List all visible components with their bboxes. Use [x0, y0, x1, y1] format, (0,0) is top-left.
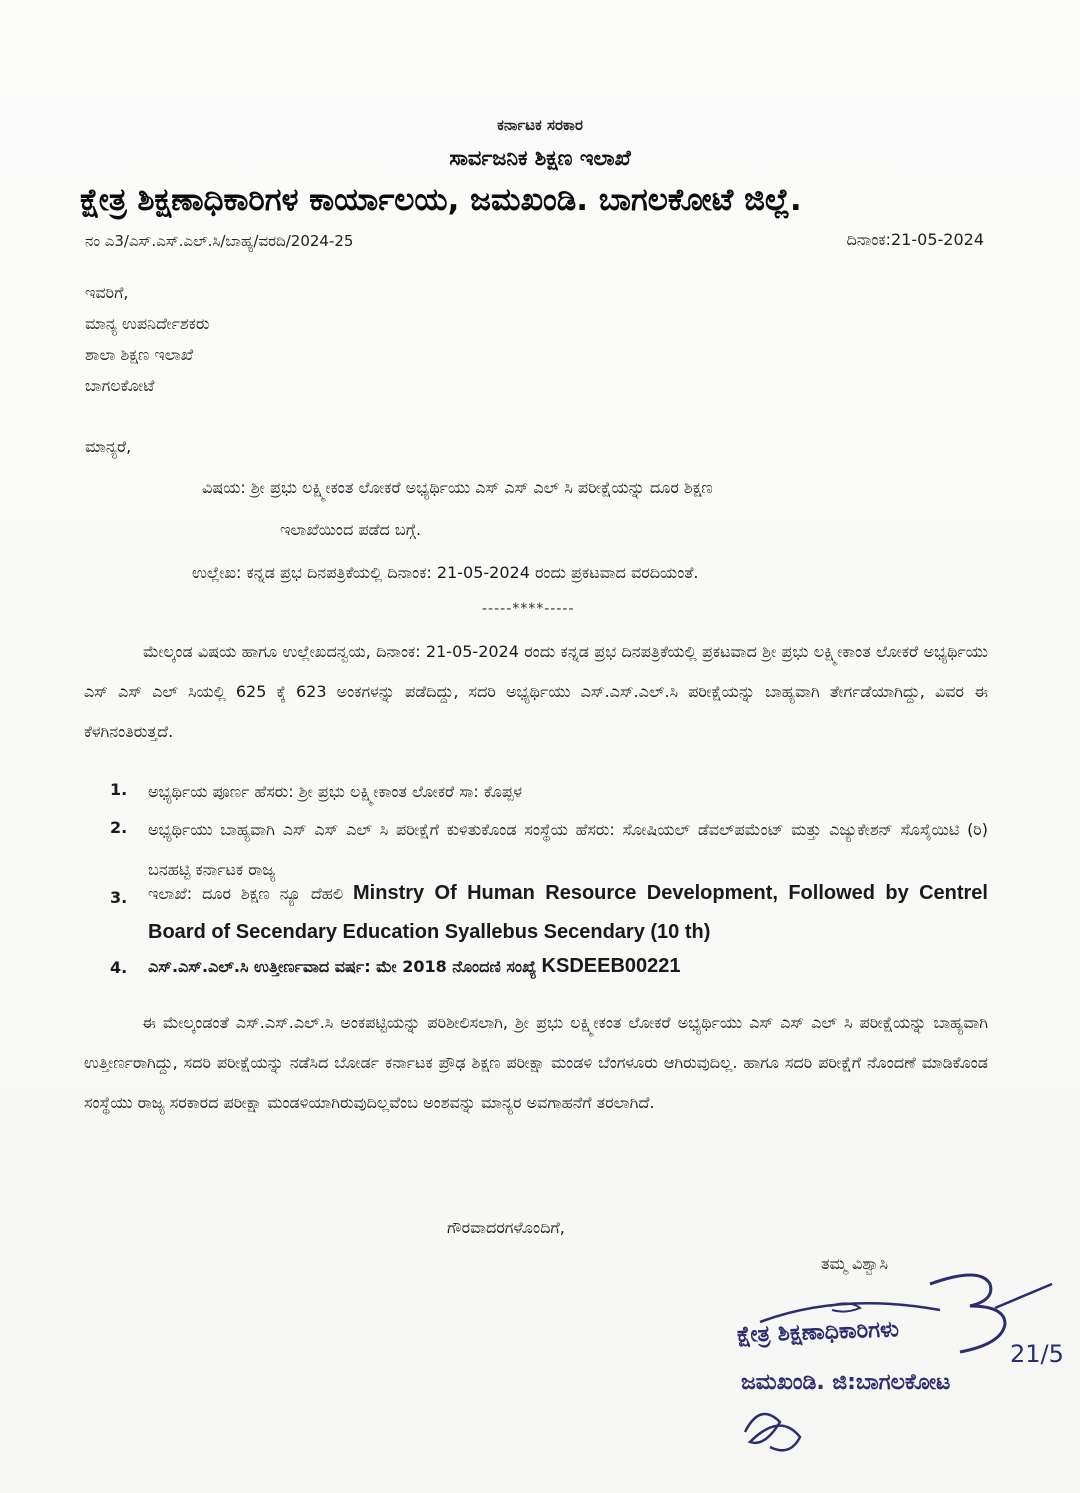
letter-date: ದಿನಾಂಕ:21-05-2024	[846, 230, 984, 249]
list-item-text: ಅಭ್ಯರ್ಥಿಯು ಬಾಹ್ಯವಾಗಿ ಎಸ್ ಎಸ್ ಎಲ್ ಸಿ ಪರೀಕ್ಷೆಗೆ ಕುಳಿತುಕೊಂಡ ಸಂಸ್ಥೆಯ ಹೆಸರು: ಸೋಷಿಯಲ್ ಡೆವಲ್‌ಪಮೆಂಟ್ ಮತ್ತು ಎಜ್ಯುಕೇಶನ್ ಸೊಸೈಯಿಟಿ (ರಿ) ಬನಹಟ್ಟಿ ಕರ್ನಾಟಕ ರಾಜ್ಯ	[148, 820, 988, 879]
letter-page: ಕರ್ನಾಟಕ ಸರಕಾರ ಸಾರ್ವಜನಿಕ ಶಿಕ್ಷಣ ಇಲಾಖೆ ಕ್ಷೇತ್ರ ಶಿಕ್ಷಣಾಧಿಕಾರಿಗಳ ಕಾರ್ಯಾಲಯ, ಜಮಖಂಡಿ. ಬಾಗಲಕೋಟೆ ಜಿಲ್ಲೆ. ನಂ ಎ3/ಎಸ್.ಎಸ್.ಎಲ್.ಸಿ/ಬಾಹ್ಯ/ವರದಿ/2024-25 ದಿನಾಂಕ:21-05-2024 ಇವರಿಗೆ, ಮಾನ್ಯ ಉಪನಿರ್ದೇಶಕರು ಶಾಲಾ ಶಿಕ್ಷಣ ಇಲಾಖೆ ಬಾಗಲಕೋಟೆ ಮಾನ್ಯರೆ, ವಿಷಯ: ಶ್ರೀ ಪ್ರಭು ಲಕ್ಷ್ಮೀಕಂತ ಲೋಕರೆ ಅಭ್ಯರ್ಥಿಯು ಎಸ್ ಎಸ್ ಎಲ್ ಸಿ ಪರೀಕ್ಷೆಯನ್ನು ದೂರ ಶಿಕ್ಷಣ ಇಲಾಖೆಯಿಂದ ಪಡೆದ ಬಗ್ಗೆ. ಉಲ್ಲೇಖ: ಕನ್ನಡ ಪ್ರಭ ದಿನಪತ್ರಿಕೆಯಲ್ಲಿ ದಿನಾಂಕ: 21-05-2024 ರಂದು ಪ್ರಕಟವಾದ ವರದಿಯಂತೆ. -----****----- ಮೇಲ್ಕಂಡ ವಿಷಯ ಹಾಗೂ ಉಲ್ಲೇಖದನ್ವಯ, ದಿನಾಂಕ: 21-05-2024 ರಂದು ಕನ್ನಡ ಪ್ರಭ ದಿನಪತ್ರಿಕೆಯಲ್ಲಿ ಪ್ರಕಟವಾದ ಶ್ರೀ ಪ್ರಭು ಲಕ್ಷ್ಮೀಕಾಂತ ಲೋಕರೆ ಅಭ್ಯರ್ಥಿಯು ಎಸ್ ಎಸ್ ಎಲ್ ಸಿಯಲ್ಲಿ 625 ಕ್ಕೆ 623 ಅಂಕಗಳನ್ನು ಪಡೆದಿದ್ದು, ಸದರಿ ಅಭ್ಯರ್ಥಿಯು ಎಸ್.ಎಸ್.ಎಲ್.ಸಿ ಪರೀಕ್ಷೆಯನ್ನು ಬಾಹ್ಯವಾಗಿ ತೇರ್ಗಡೆಯಾಗಿದ್ದು, ವಿವರ ಈ ಕೆಳಗಿನಂತಿರುತ್ತದೆ. 1. ಅಭ್ಯರ್ಥಿಯ ಪೂರ್ಣ ಹೆಸರು: ಶ್ರೀ ಪ್ರಭು ಲಕ್ಷ್ಮೀಕಾಂತ ಲೋಕರೆ ಸಾ: ಕೊಪ್ಪಳ 2. ಅಭ್ಯರ್ಥಿಯು ಬಾಹ್ಯವಾಗಿ ಎಸ್ ಎಸ್ ಎಲ್ ಸಿ ಪರೀಕ್ಷೆಗೆ ಕುಳಿತುಕೊಂಡ ಸಂಸ್ಥೆಯ ಹೆಸರು: ಸೋಷಿಯಲ್ ಡೆವಲ್‌ಪಮೆಂಟ್ ಮತ್ತು ಎಜ್ಯುಕೇಶನ್ ಸೊಸೈಯಿಟಿ (ರಿ) ಬನಹಟ್ಟಿ ಕರ್ನಾಟಕ ರಾಜ್ಯ 3. ಇಲಾಖೆ: ದೂರ ಶಿಕ್ಷಣ ನ್ಯೂ ದೆಹಲಿ Minstry Of Human Resource Development, Followed by Centrel Board of Secendary Education Syallebus Secendary (10 th) 4. ಎಸ್.ಎಸ್.ಎಲ್.ಸಿ ಉತ್ತೀರ್ಣವಾದ ವರ್ಷ: ಮೇ 2018 ನೊಂದಣಿ ಸಂಖ್ಯೆ KSDEEB00221 ಈ ಮೇಲ್ಕಂಡಂತೆ ಎಸ್.ಎಸ್.ಎಲ್.ಸಿ ಅಂಕಪಟ್ಟಿಯನ್ನು ಪರಿಶೀಲಿಸಲಾಗಿ, ಶ್ರೀ ಪ್ರಭು ಲಕ್ಷ್ಮೀಕಂತ ಲೋಕರೆ ಅಭ್ಯರ್ಥಿಯು ಎಸ್ ಎಸ್ ಎಲ್ ಸಿ ಪರೀಕ್ಷೆಯನ್ನು ಬಾಹ್ಯವಾಗಿ ಉತ್ತೀರ್ಣರಾಗಿದ್ದು, ಸದರಿ ಪರೀಕ್ಷೆಯನ್ನು ನಡೆಸಿದ ಬೋರ್ಡ ಕರ್ನಾಟಕ ಪ್ರೌಢ ಶಿಕ್ಷಣ ಪರೀಕ್ಷಾ ಮಂಡಳಿ ಬೆಂಗಳೂರು ಆಗಿರುವುದಿಲ್ಲ. ಹಾಗೂ ಸದರಿ ಪರೀಕ್ಷೆಗೆ ನೊಂದಣೆ ಮಾಡಿಕೊಂಡ ಸಂಸ್ಥೆಯು ರಾಜ್ಯ ಸರಕಾರದ ಪರೀಕ್ಷಾ ಮಂಡಳಿಯಾಗಿರುವುದಿಲ್ಲವೆಂಬ ಅಂಶವನ್ನು ಮಾನ್ಯರ ಅವಗಾಹನೆಗೆ ತರಲಾಗಿದೆ. ಗೌರವಾದರಗಳೊಂದಿಗೆ, ತಮ್ಮ ವಿಶ್ವಾಸಿ 21/5 ಕ್ಷೇತ್ರ ಶಿಕ್ಷಣಾಧಿಕಾರಿಗಳು ಜಮಖಂಡಿ. ಜಿ:ಬಾಗಲಕೋಟ	[0, 0, 1080, 1493]
subject-line: ಇಲಾಖೆಯಿಂದ ಪಡೆದ ಬಗ್ಗೆ.	[280, 520, 422, 539]
yours-faithfully: ತಮ್ಮ ವಿಶ್ವಾಸಿ	[821, 1254, 889, 1273]
closing-line: ಗೌರವಾದರಗಳೊಂದಿಗೆ,	[447, 1218, 565, 1237]
addressee-line: ಶಾಲಾ ಶಿಕ್ಷಣ ಇಲಾಖೆ	[85, 345, 194, 364]
subject-line: ವಿಷಯ: ಶ್ರೀ ಪ್ರಭು ಲಕ್ಷ್ಮೀಕಂತ ಲೋಕರೆ ಅಭ್ಯರ್ಥಿಯು ಎಸ್ ಎಸ್ ಎಲ್ ಸಿ ಪರೀಕ್ಷೆಯನ್ನು ದೂರ ಶಿಕ್ಷಣ	[202, 478, 713, 497]
department-english: Minstry Of Human Resource Development, Followed by Centrel Board of Secendary Education Syallebus Secendary (10 th)	[148, 882, 988, 943]
office-title: ಕ್ಷೇತ್ರ ಶಿಕ್ಷಣಾಧಿಕಾರಿಗಳ ಕಾರ್ಯಾಲಯ, ಜಮಖಂಡಿ. ಬಾಗಲಕೋಟೆ ಜಿಲ್ಲೆ.	[80, 182, 802, 218]
department-name: ಸಾರ್ವಜನಿಕ ಶಿಕ್ಷಣ ಇಲಾಖೆ	[449, 146, 631, 170]
reference-number: ನಂ ಎ3/ಎಸ್.ಎಸ್.ಎಲ್.ಸಿ/ಬಾಹ್ಯ/ವರದಿ/2024-25	[85, 232, 354, 250]
separator: -----****-----	[482, 601, 575, 617]
addressee-line: ಇವರಿಗೆ,	[85, 283, 129, 302]
reference-line: ಉಲ್ಲೇಖ: ಕನ್ನಡ ಪ್ರಭ ದಿನಪತ್ರಿಕೆಯಲ್ಲಿ ದಿನಾಂಕ: 21-05-2024 ರಂದು ಪ್ರಕಟವಾದ ವರದಿಯಂತೆ.	[192, 563, 699, 582]
stamp-line: ಕ್ಷೇತ್ರ ಶಿಕ್ಷಣಾಧಿಕಾರಿಗಳು	[736, 1317, 900, 1348]
body-paragraph: ಈ ಮೇಲ್ಕಂಡಂತೆ ಎಸ್.ಎಸ್.ಎಲ್.ಸಿ ಅಂಕಪಟ್ಟಿಯನ್ನು ಪರಿಶೀಲಿಸಲಾಗಿ, ಶ್ರೀ ಪ್ರಭು ಲಕ್ಷ್ಮೀಕಂತ ಲೋಕರೆ ಅಭ್ಯರ್ಥಿಯು ಎಸ್ ಎಸ್ ಎಲ್ ಸಿ ಪರೀಕ್ಷೆಯನ್ನು ಬಾಹ್ಯವಾಗಿ ಉತ್ತೀರ್ಣರಾಗಿದ್ದು, ಸದರಿ ಪರೀಕ್ಷೆಯನ್ನು ನಡೆಸಿದ ಬೋರ್ಡ ಕರ್ನಾಟಕ ಪ್ರೌಢ ಶಿಕ್ಷಣ ಪರೀಕ್ಷಾ ಮಂಡಳಿ ಬೆಂಗಳೂರು ಆಗಿರುವುದಿಲ್ಲ. ಹಾಗೂ ಸದರಿ ಪರೀಕ್ಷೆಗೆ ನೊಂದಣೆ ಮಾಡಿಕೊಂಡ ಸಂಸ್ಥೆಯು ರಾಜ್ಯ ಸರಕಾರದ ಪರೀಕ್ಷಾ ಮಂಡಳಿಯಾಗಿರುವುದಿಲ್ಲವೆಂಬ ಅಂಶವನ್ನು ಮಾನ್ಯರ ಅವಗಾಹನೆಗೆ ತರಲಾಗಿದೆ.	[84, 1013, 988, 1112]
addressee-line: ಬಾಗಲಕೋಟೆ	[85, 376, 155, 395]
addressee-line: ಮಾನ್ಯ ಉಪನಿರ್ದೇಶಕರು	[85, 314, 210, 333]
stamp-line: ಜಮಖಂಡಿ. ಜಿ:ಬಾಗಲಕೋಟ	[741, 1370, 951, 1395]
list-item-text: ಇಲಾಖೆ: ದೂರ ಶಿಕ್ಷಣ ನ್ಯೂ ದೆಹಲಿ Minstry Of Human Resource Development, Followed by Centrel Board of Secendary Education Syallebus Secendary (10 th)	[148, 882, 988, 943]
body-paragraph: ಮೇಲ್ಕಂಡ ವಿಷಯ ಹಾಗೂ ಉಲ್ಲೇಖದನ್ವಯ, ದಿನಾಂಕ: 21-05-2024 ರಂದು ಕನ್ನಡ ಪ್ರಭ ದಿನಪತ್ರಿಕೆಯಲ್ಲಿ ಪ್ರಕಟವಾದ ಶ್ರೀ ಪ್ರಭು ಲಕ್ಷ್ಮೀಕಾಂತ ಲೋಕರೆ ಅಭ್ಯರ್ಥಿಯು ಎಸ್ ಎಸ್ ಎಲ್ ಸಿಯಲ್ಲಿ 625 ಕ್ಕೆ 623 ಅಂಕಗಳನ್ನು ಪಡೆದಿದ್ದು, ಸದರಿ ಅಭ್ಯರ್ಥಿಯು ಎಸ್.ಎಸ್.ಎಲ್.ಸಿ ಪರೀಕ್ಷೆಯನ್ನು ಬಾಹ್ಯವಾಗಿ ತೇರ್ಗಡೆಯಾಗಿದ್ದು, ವಿವರ ಈ ಕೆಳಗಿನಂತಿರುತ್ತದೆ.	[84, 642, 988, 741]
list-item-text: ಎಸ್.ಎಸ್.ಎಲ್.ಸಿ ಉತ್ತೀರ್ಣವಾದ ವರ್ಷ: ಮೇ 2018 ನೊಂದಣಿ ಸಂಖ್ಯೆ KSDEEB00221	[148, 955, 681, 977]
registration-number: KSDEEB00221	[541, 955, 681, 977]
govt-name: ಕರ್ನಾಟಕ ಸರಕಾರ	[497, 116, 583, 134]
salutation: ಮಾನ್ಯರೆ,	[85, 437, 132, 456]
signature-date: 21/5	[1010, 1340, 1064, 1368]
list-item-text: ಅಭ್ಯರ್ಥಿಯ ಪೂರ್ಣ ಹೆಸರು: ಶ್ರೀ ಪ್ರಭು ಲಕ್ಷ್ಮೀಕಾಂತ ಲೋಕರೆ ಸಾ: ಕೊಪ್ಪಳ	[148, 782, 523, 801]
